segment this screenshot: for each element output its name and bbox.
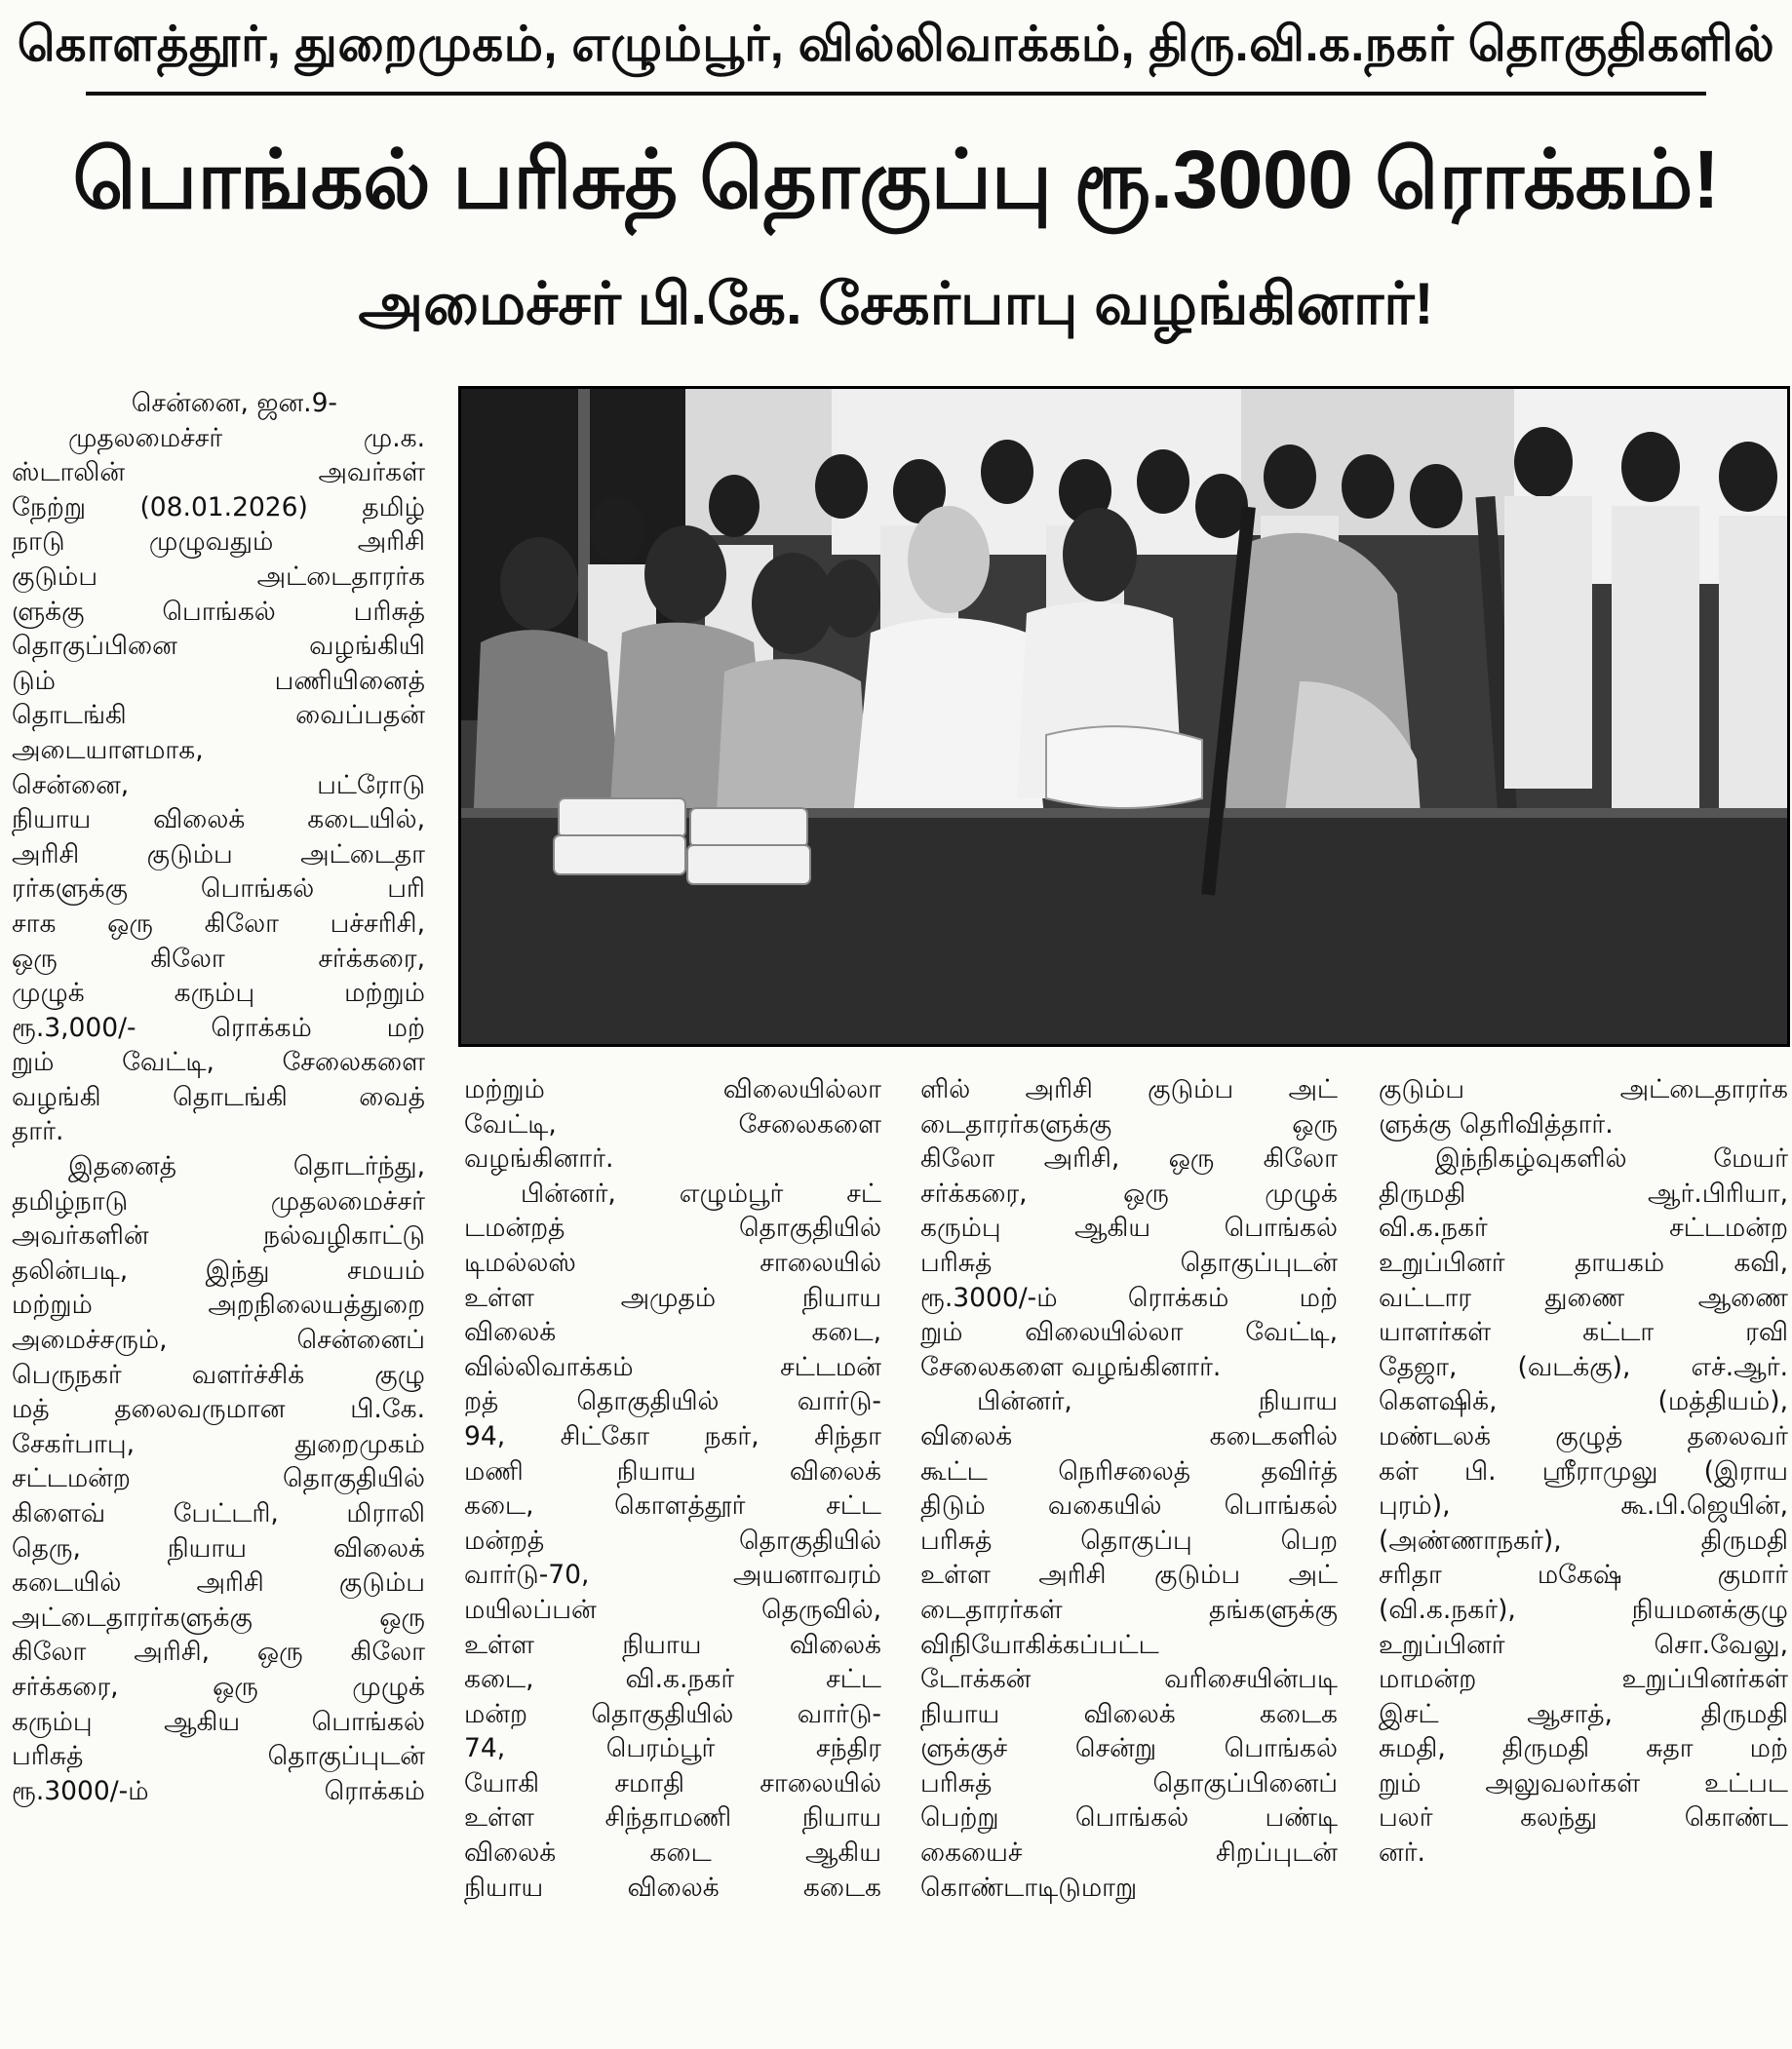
text-line: முதலமைச்சர் மு.க. [68, 422, 425, 453]
text-line: டோக்கன் வரிசையின்படி [920, 1664, 1338, 1695]
text-line: மற்றும் அறநிலையத்துறை [12, 1290, 425, 1321]
text-line: டைதாரர்களுக்கு ஒரு [920, 1108, 1338, 1140]
text-line: அட்டைதாரர்களுக்கு ஒரு [12, 1602, 425, 1633]
text-line: விலைக் கடை ஆகிய [464, 1837, 881, 1869]
column-3 [920, 1072, 1338, 1905]
text-line: பின்னர், நியாய [977, 1386, 1338, 1417]
text-line: மாமன்ற உறுப்பினர்கள் [1379, 1664, 1788, 1695]
text-line: வார்டு-70, அயனாவரம் [464, 1560, 881, 1591]
text-line: அமைச்சரும், சென்னைப் [12, 1325, 425, 1356]
text-line: கிலோ அரிசி, ஒரு கிலோ [12, 1637, 425, 1668]
text-line: சேகர்பாபு, துறைமுகம் [12, 1428, 425, 1459]
text-line: கிலோ அரிசி, ஒரு கிலோ [920, 1143, 1338, 1175]
text-line: அடையாளமாக, [12, 734, 204, 765]
text-line: விலைக் கடை, [464, 1317, 881, 1348]
text-line: கிளைவ் பேட்டரி, மிராலி [12, 1498, 425, 1528]
text-line: கையைச் சிறப்புடன் [920, 1837, 1338, 1869]
text-line: தலின்படி, இந்து சமயம் [12, 1255, 425, 1286]
text-line: உறுப்பினர் தாயகம் கவி, [1379, 1247, 1788, 1278]
text-line: யோகி சமாதி சாலையில் [464, 1767, 881, 1798]
text-line: வழங்கி தொடங்கி வைத் [12, 1081, 425, 1112]
text-line: தார். [12, 1116, 64, 1147]
text-line: டிமல்லஸ் சாலையில் [464, 1247, 881, 1278]
text-line: டமன்றத் தொகுதியில் [464, 1213, 881, 1244]
text-line: உள்ள அரிசி குடும்ப அட் [920, 1560, 1338, 1591]
text-line: கரும்பு ஆகிய பொங்கல் [920, 1213, 1338, 1244]
text-line: (வி.க.நகர்), நியமனக்குழு [1379, 1594, 1788, 1625]
text-line: அவர்களின் நல்வழிகாட்டு [12, 1220, 425, 1252]
text-line: பரிசுத் தொகுப்புடன் [12, 1741, 425, 1772]
text-line: ரூ.3000/-ம் ரொக்கம் [12, 1775, 425, 1806]
text-line: நியாய விலைக் கடைக [464, 1872, 881, 1903]
text-line: நாடு முழுவதும் அரிசி [12, 526, 425, 558]
column-1 [12, 386, 425, 1808]
text-line: வேட்டி, சேலைகளை [464, 1108, 881, 1140]
text-line: ளுக்கு தெரிவித்தார். [1379, 1108, 1614, 1140]
text-line: கடை, கொளத்தூர் சட்ட [464, 1490, 881, 1522]
column-4 [1379, 1072, 1788, 1871]
text-line: மணி நியாய விலைக் [464, 1455, 881, 1487]
text-line: சர்க்கரை, ஒரு முழுக் [12, 1671, 425, 1702]
news-photo-image [461, 389, 1787, 1044]
text-line: திருமதி ஆர்.பிரியா, [1379, 1178, 1788, 1209]
text-line: தொடங்கி வைப்பதன் [12, 700, 425, 731]
kicker-line: கொளத்தூர், துறைமுகம், எழும்பூர், வில்லிவாக்கம், திரு.வி.க.நகர் தொகுதிகளில் [17, 17, 1775, 71]
text-line: ஸ்டாலின் அவர்கள் [12, 457, 425, 488]
text-line: நியாய விலைக் கடையில், [12, 804, 425, 835]
text-line: சட்டமன்ற தொகுதியில் [12, 1463, 425, 1494]
text-line: சென்னை, பட்ரோடு [12, 769, 425, 800]
dateline: சென்னை, ஜன.9- [131, 388, 337, 418]
text-line: பரிசுத் தொகுப்பு பெற [920, 1525, 1338, 1556]
text-line: நியாய விலைக் கடைக [920, 1698, 1338, 1729]
text-line: டும் பணியினைத் [12, 665, 425, 696]
text-line: வி.க.நகர் சட்டமன்ற [1379, 1213, 1788, 1244]
text-line: தொகுப்பினை வழங்கியி [12, 631, 425, 662]
text-line: 94, சிட்கோ நகர், சிந்தா [464, 1420, 881, 1451]
text-line: யாளர்கள் கட்டா ரவி [1379, 1317, 1788, 1348]
text-line: பலர் கலந்து கொண்ட [1379, 1802, 1788, 1834]
text-line: கொண்டாடிடுமாறு [920, 1872, 1138, 1903]
text-line: உறுப்பினர் சொ.வேலு, [1379, 1629, 1788, 1660]
text-line: மயிலப்பன் தெருவில், [464, 1594, 881, 1625]
text-line: திடும் வகையில் பொங்கல் [920, 1490, 1338, 1522]
text-line: மண்டலக் குழுத் தலைவர் [1379, 1420, 1788, 1451]
text-line: ளுக்குச் சென்று பொங்கல் [920, 1733, 1338, 1764]
text-line: மற்றும் விலையில்லா [464, 1074, 881, 1104]
text-line: அரிசி குடும்ப அட்டைதா [12, 838, 425, 870]
text-line: மன்ற தொகுதியில் வார்டு- [464, 1698, 881, 1729]
text-line: கடையில் அரிசி குடும்ப [12, 1567, 425, 1599]
text-line: தேஜா, (வடக்கு), எச்.ஆர். [1379, 1351, 1788, 1382]
text-line: பின்னர், எழும்பூர் சட் [521, 1178, 881, 1209]
text-line: கடை, வி.க.நகர் சட்ட [464, 1664, 881, 1695]
news-photo [458, 386, 1790, 1047]
text-line: கள் பி. ஸ்ரீராமுலு (இராய [1379, 1455, 1788, 1487]
text-line: வட்டார துணை ஆணை [1379, 1282, 1788, 1313]
column-2 [464, 1072, 881, 1905]
text-line: றத் தொகுதியில் வார்டு- [464, 1386, 881, 1417]
text-line: ளுக்கு பொங்கல் பரிசுத் [12, 596, 425, 627]
text-line: மன்றத் தொகுதியில் [464, 1525, 881, 1556]
text-line: மத் தலைவருமான பி.கே. [12, 1394, 425, 1425]
text-line: பெற்று பொங்கல் பண்டி [920, 1802, 1338, 1834]
text-line: சரிதா மகேஷ் குமார் [1379, 1560, 1788, 1591]
text-line: பெருநகர் வளர்ச்சிக் குழு [12, 1359, 425, 1390]
text-line: சுமதி, திருமதி சுதா மற் [1379, 1733, 1788, 1764]
text-line: இசட் ஆசாத், திருமதி [1379, 1698, 1788, 1729]
text-line: உள்ள நியாய விலைக் [464, 1629, 881, 1660]
text-line: கூட்ட நெரிசலைத் தவிர்த் [920, 1455, 1338, 1487]
text-line: இதனைத் தொடர்ந்து, [68, 1151, 425, 1182]
text-line: நேற்று (08.01.2026) தமிழ் [12, 491, 425, 522]
text-line: குடும்ப அட்டைதாரர்க [12, 561, 425, 592]
text-line: குடும்ப அட்டைதாரர்க [1379, 1074, 1788, 1104]
text-line: உள்ள அமுதம் நியாய [464, 1282, 881, 1313]
text-line: தமிழ்நாடு முதலமைச்சர் [12, 1185, 425, 1217]
text-line: முழுக் கரும்பு மற்றும் [12, 978, 425, 1009]
text-line: ரூ.3000/-ம் ரொக்கம் மற் [920, 1282, 1338, 1313]
text-line: 74, பெரம்பூர் சந்திர [464, 1733, 881, 1764]
text-line: ஒரு கிலோ சர்க்கரை, [12, 943, 425, 974]
text-line: கௌஷிக், (மத்தியம்), [1379, 1386, 1788, 1417]
text-line: வழங்கினார். [464, 1143, 614, 1175]
text-line: டைதாரர்கள் தங்களுக்கு [920, 1594, 1338, 1625]
text-line: பரிசுத் தொகுப்பினைப் [920, 1767, 1338, 1798]
text-line: தெரு, நியாய விலைக் [12, 1532, 425, 1564]
text-line: சர்க்கரை, ஒரு முழுக் [920, 1178, 1338, 1209]
text-line: ரூ.3,000/- ரொக்கம் மற் [12, 1012, 425, 1043]
text-line: விநியோகிக்கப்பட்ட [920, 1629, 1159, 1660]
subheadline: அமைச்சர் பி.கே. சேகர்பாபு வழங்கினார்! [358, 271, 1434, 336]
text-line: னர். [1379, 1837, 1425, 1869]
text-line: வில்லிவாக்கம் சட்டமன் [464, 1351, 881, 1382]
text-line: புரம்), கூ.பி.ஜெயின், [1379, 1490, 1788, 1522]
text-line: கரும்பு ஆகிய பொங்கல் [12, 1706, 425, 1737]
kicker-rule [86, 92, 1706, 96]
text-line: பரிசுத் தொகுப்புடன் [920, 1247, 1338, 1278]
text-line: ளில் அரிசி குடும்ப அட் [920, 1074, 1338, 1104]
text-line: றும் வேட்டி, சேலைகளை [12, 1047, 425, 1078]
text-line: ரர்களுக்கு பொங்கல் பரி [12, 873, 425, 905]
text-line: றும் விலையில்லா வேட்டி, [920, 1317, 1338, 1348]
text-line: இந்நிகழ்வுகளில் மேயர் [1435, 1143, 1788, 1175]
text-line: விலைக் கடைகளில் [920, 1420, 1338, 1451]
text-line: (அண்ணாநகர்), திருமதி [1379, 1525, 1788, 1556]
text-line: றும் அலுவலர்கள் உட்பட [1379, 1767, 1788, 1798]
text-line: உள்ள சிந்தாமணி நியாய [464, 1802, 881, 1834]
headline: பொங்கல் பரிசுத் தொகுப்பு ரூ.3000 ரொக்கம்! [72, 134, 1720, 225]
text-line: சாக ஒரு கிலோ பச்சரிசி, [12, 908, 425, 939]
text-line: சேலைகளை வழங்கினார். [920, 1351, 1222, 1382]
